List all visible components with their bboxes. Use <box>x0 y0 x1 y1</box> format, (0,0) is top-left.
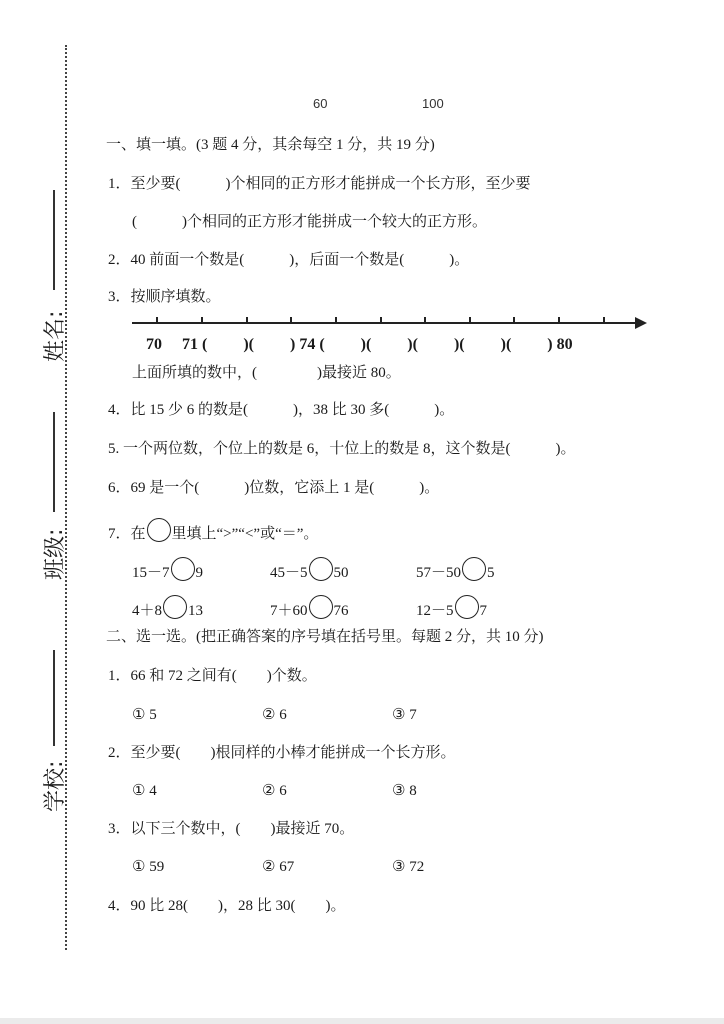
tick <box>380 317 382 323</box>
compare-circle[interactable] <box>163 595 187 619</box>
binding-dotted-line <box>65 45 67 950</box>
q3-follow: 上面所填的数中，( )最接近 80。 <box>132 365 401 381</box>
q4: 4．比 15 少 6 的数是( )，38 比 30 多( )。 <box>108 402 455 418</box>
section1-title: 一、填一填。(3 题 4 分，其余每空 1 分，共 19 分) <box>106 137 435 153</box>
option: ③ 8 <box>392 783 417 799</box>
tick <box>156 317 158 323</box>
tick <box>469 317 471 323</box>
number-line-axis <box>132 322 637 324</box>
compare-circle[interactable] <box>309 557 333 581</box>
score-100: 100 <box>422 96 444 111</box>
s2-q3: 3．以下三个数中，( )最接近 70。 <box>108 821 355 837</box>
tick <box>290 317 292 323</box>
q7-prefix: 7．在 <box>108 526 146 542</box>
page-bottom-edge <box>0 1018 724 1024</box>
tick <box>558 317 560 323</box>
tick <box>201 317 203 323</box>
q6: 6．69 是一个( )位数，它添上 1 是( )。 <box>108 480 440 496</box>
score-60: 60 <box>313 96 328 111</box>
compare-item: 7＋60 76 <box>270 595 349 620</box>
q1-line1: 1．至少要( )个相同的正方形才能拼成一个长方形，至少要 <box>108 176 531 192</box>
option: ③ 7 <box>392 707 417 723</box>
tick <box>335 317 337 323</box>
option: ① 59 <box>132 859 165 875</box>
compare-item: 45－5 50 <box>270 557 349 582</box>
s2-q4: 4．90 比 28( )，28 比 30( )。 <box>108 898 346 914</box>
compare-item: 57－50 5 <box>416 557 495 582</box>
compare-item: 12－5 7 <box>416 595 487 620</box>
arrow-right-icon <box>635 317 647 329</box>
s2-q1: 1．66 和 72 之间有( )个数。 <box>108 668 317 684</box>
option: ① 4 <box>132 783 157 799</box>
option: ② 67 <box>262 859 295 875</box>
option: ② 6 <box>262 783 287 799</box>
q7 <box>108 518 318 543</box>
q1-line2: ( )个相同的正方形才能拼成一个较大的正方形。 <box>132 214 487 230</box>
number-line-labels: 70 71 ( )( ) 74 ( )( )( )( )( ) 80 <box>146 336 573 353</box>
q2: 2．40 前面一个数是( )，后面一个数是( )。 <box>108 252 470 268</box>
tick <box>513 317 515 323</box>
name-underline <box>53 190 55 290</box>
compare-circle[interactable] <box>462 557 486 581</box>
compare-circle[interactable] <box>171 557 195 581</box>
option: ② 6 <box>262 707 287 723</box>
q3: 3．按顺序填数。 <box>108 289 221 305</box>
class-underline <box>53 412 55 512</box>
s2-q2: 2．至少要( )根同样的小棒才能拼成一个长方形。 <box>108 745 456 761</box>
compare-circle[interactable] <box>309 595 333 619</box>
compare-circle[interactable] <box>455 595 479 619</box>
tick <box>603 317 605 323</box>
compare-item: 4＋8 13 <box>132 595 203 620</box>
class-label: 班级: <box>43 528 68 580</box>
school-underline <box>53 650 55 746</box>
compare-item: 15－7 9 <box>132 557 203 582</box>
section2-title: 二、选一选。(把正确答案的序号填在括号里。每题 2 分，共 10 分) <box>106 629 544 645</box>
option: ① 5 <box>132 707 157 723</box>
q5: 5. 一个两位数，个位上的数是 6，十位上的数是 8，这个数是( )。 <box>108 441 576 457</box>
circle-icon <box>147 518 171 542</box>
school-label: 学校: <box>43 760 68 812</box>
tick <box>424 317 426 323</box>
q7-suffix: 里填上“>”“<”或“＝”。 <box>171 526 319 542</box>
tick <box>246 317 248 323</box>
option: ③ 72 <box>392 859 425 875</box>
name-label: 姓名: <box>43 310 68 362</box>
